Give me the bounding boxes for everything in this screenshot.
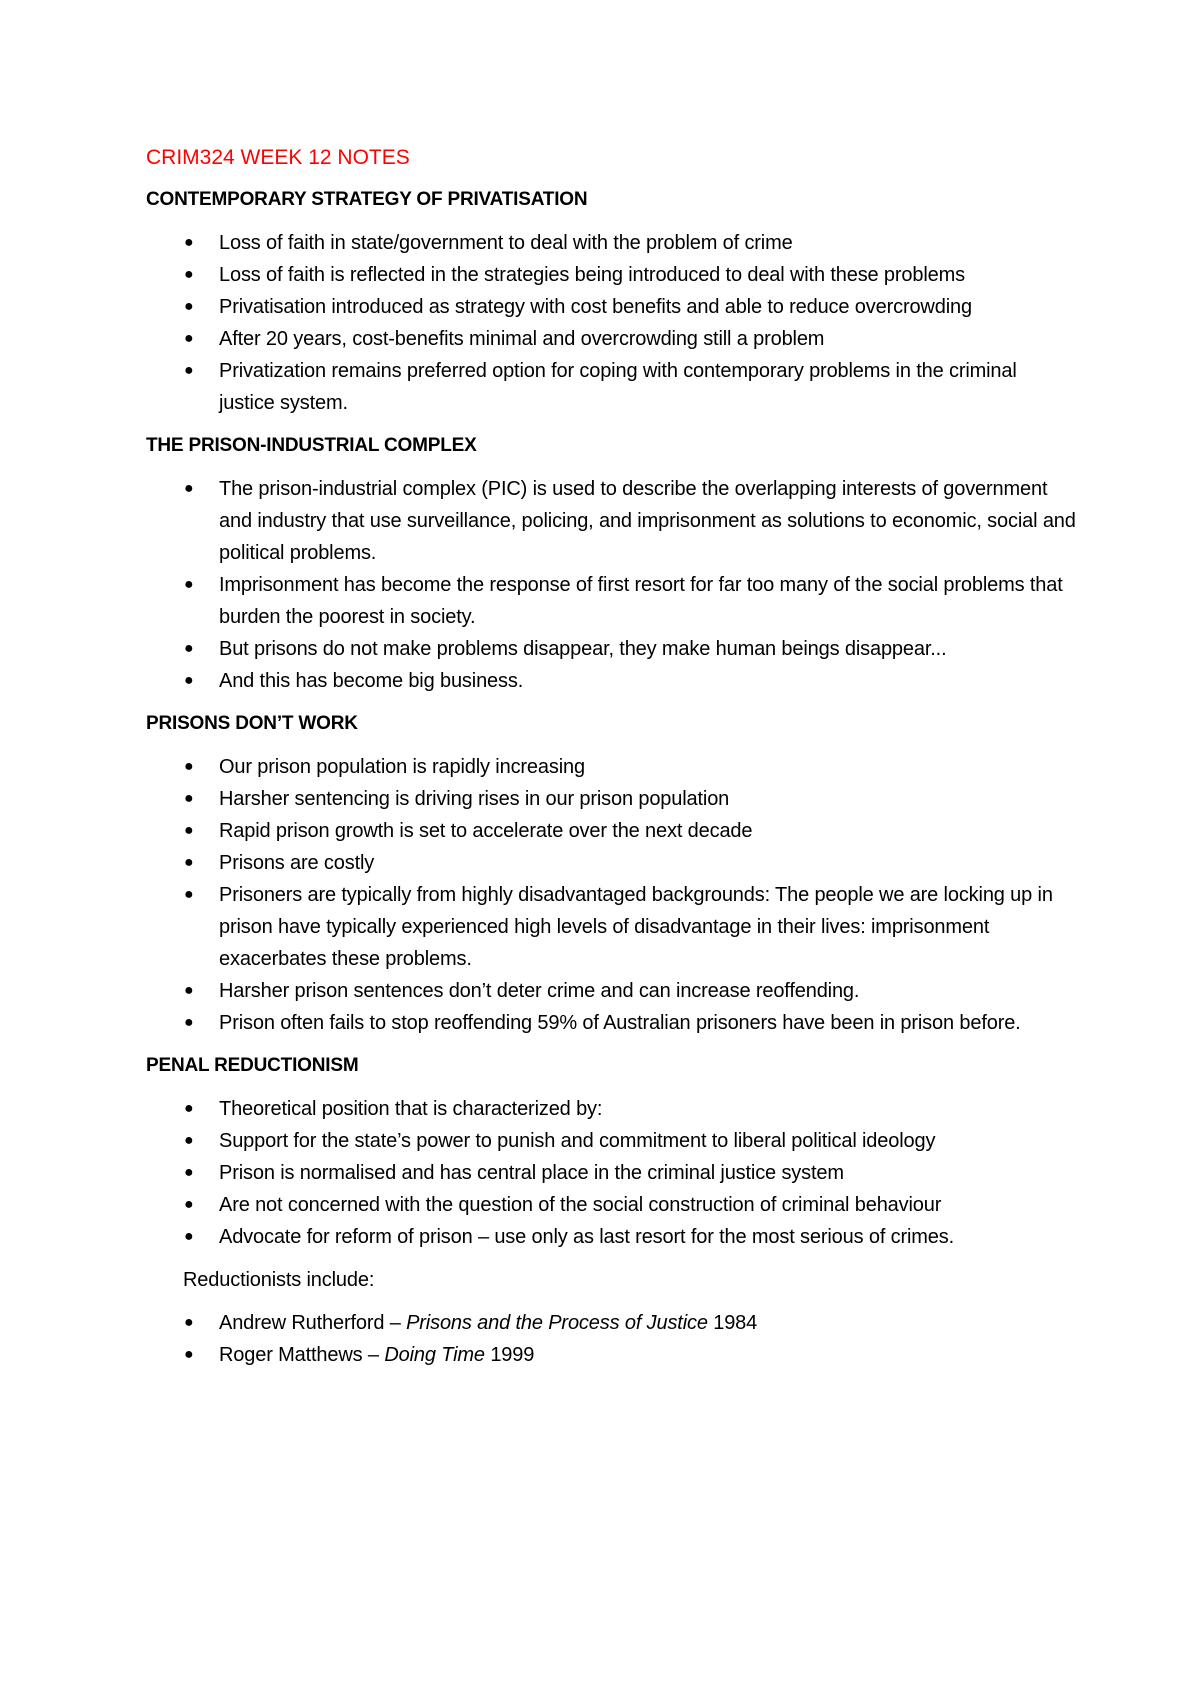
list-item: ● Privatisation introduced as strategy with cost benefits and able to reduce overcrowding	[146, 291, 1076, 323]
list-item: ● But prisons do not make problems disappear, they make human beings disappear...	[146, 633, 1076, 665]
bullet-icon: ●	[184, 1100, 194, 1117]
list-item: ● And this has become big business.	[146, 665, 1076, 697]
bullet-icon: ●	[184, 672, 194, 689]
reference-item	[146, 1339, 1076, 1371]
document-title: CRIM324 WEEK 12 NOTES	[146, 146, 410, 169]
bullet-icon: ●	[184, 480, 194, 497]
bullet-icon: ●	[184, 298, 194, 315]
list-item: ● Are not concerned with the question of the social construction of criminal behaviour	[146, 1189, 1076, 1221]
reference-year: 1999	[484, 1344, 535, 1366]
bullet-list-prison-industrial-complex	[146, 473, 1076, 697]
bullet-icon: ●	[184, 854, 194, 871]
bullet-list-privatisation	[146, 227, 1076, 419]
reference-work: Doing Time	[384, 1344, 485, 1366]
list-item: ● Harsher sentencing is driving rises in our prison population	[146, 783, 1076, 815]
bullet-icon: ●	[184, 982, 194, 999]
bullet-list-prisons-dont-work	[146, 751, 1076, 1039]
list-item: ● Privatization remains preferred option for coping with contemporary problems in the criminal justice system.	[146, 355, 1076, 419]
reference-item	[146, 1307, 1076, 1339]
bullet-icon: ●	[184, 1164, 194, 1181]
section-heading-prisons-dont-work: PRISONS DON’T WORK	[146, 713, 358, 734]
list-item: ● After 20 years, cost-benefits minimal and overcrowding still a problem	[146, 323, 1076, 355]
reductionists-intro: Reductionists include:	[183, 1269, 375, 1291]
list-item: ● Loss of faith in state/government to deal with the problem of crime	[146, 227, 1076, 259]
bullet-icon: ●	[184, 362, 194, 379]
bullet-icon: ●	[184, 758, 194, 775]
bullet-icon: ●	[184, 1228, 194, 1245]
list-item: ● The prison-industrial complex (PIC) is used to describe the overlapping interests of government and industry that use surveillance, policing, and imprisonment as solutions to economic, social and political problems.	[146, 473, 1076, 569]
bullet-icon: ●	[184, 1314, 194, 1331]
bullet-icon: ●	[184, 330, 194, 347]
bullet-icon: ●	[184, 640, 194, 657]
document-page	[146, 142, 1076, 1382]
bullet-icon: ●	[184, 1132, 194, 1149]
list-item: ● Prisons are costly	[146, 847, 1076, 879]
bullet-icon: ●	[184, 790, 194, 807]
list-item: ● Prisoners are typically from highly disadvantaged backgrounds: The people we are locking up in prison have typically experienced high levels of disadvantage in their lives: imprisonment exacerbates these problems.	[146, 879, 1076, 975]
section-heading-privatisation: CONTEMPORARY STRATEGY OF PRIVATISATION	[146, 189, 588, 210]
list-item: ● Rapid prison growth is set to accelerate over the next decade	[146, 815, 1076, 847]
reference-year: 1984	[707, 1312, 758, 1334]
bullet-icon: ●	[184, 1346, 194, 1363]
section-heading-prison-industrial-complex: THE PRISON-INDUSTRIAL COMPLEX	[146, 435, 477, 456]
reference-author: Andrew Rutherford –	[219, 1312, 407, 1334]
bullet-icon: ●	[184, 266, 194, 283]
list-item: ● Harsher prison sentences don’t deter crime and can increase reoffending.	[146, 975, 1076, 1007]
reference-work: Prisons and the Process of Justice	[406, 1312, 708, 1334]
list-item: ● Support for the state’s power to punish and commitment to liberal political ideology	[146, 1125, 1076, 1157]
bullet-list-reductionists	[146, 1307, 1076, 1371]
list-item: ● Our prison population is rapidly increasing	[146, 751, 1076, 783]
bullet-icon: ●	[184, 576, 194, 593]
list-item: ● Advocate for reform of prison – use only as last resort for the most serious of crimes.	[146, 1221, 1076, 1253]
bullet-icon: ●	[184, 1196, 194, 1213]
list-item: ● Imprisonment has become the response of first resort for far too many of the social problems that burden the poorest in society.	[146, 569, 1076, 633]
section-heading-penal-reductionism: PENAL REDUCTIONISM	[146, 1055, 359, 1076]
bullet-icon: ●	[184, 1014, 194, 1031]
list-item: ● Theoretical position that is characterized by:	[146, 1093, 1076, 1125]
list-item: ● Loss of faith is reflected in the strategies being introduced to deal with these problems	[146, 259, 1076, 291]
bullet-icon: ●	[184, 234, 194, 251]
bullet-icon: ●	[184, 822, 194, 839]
reference-author: Roger Matthews –	[219, 1344, 385, 1366]
list-item: ● Prison often fails to stop reoffending 59% of Australian prisoners have been in prison before.	[146, 1007, 1076, 1039]
bullet-icon: ●	[184, 886, 194, 903]
list-item: ● Prison is normalised and has central place in the criminal justice system	[146, 1157, 1076, 1189]
bullet-list-penal-reductionism	[146, 1093, 1076, 1253]
